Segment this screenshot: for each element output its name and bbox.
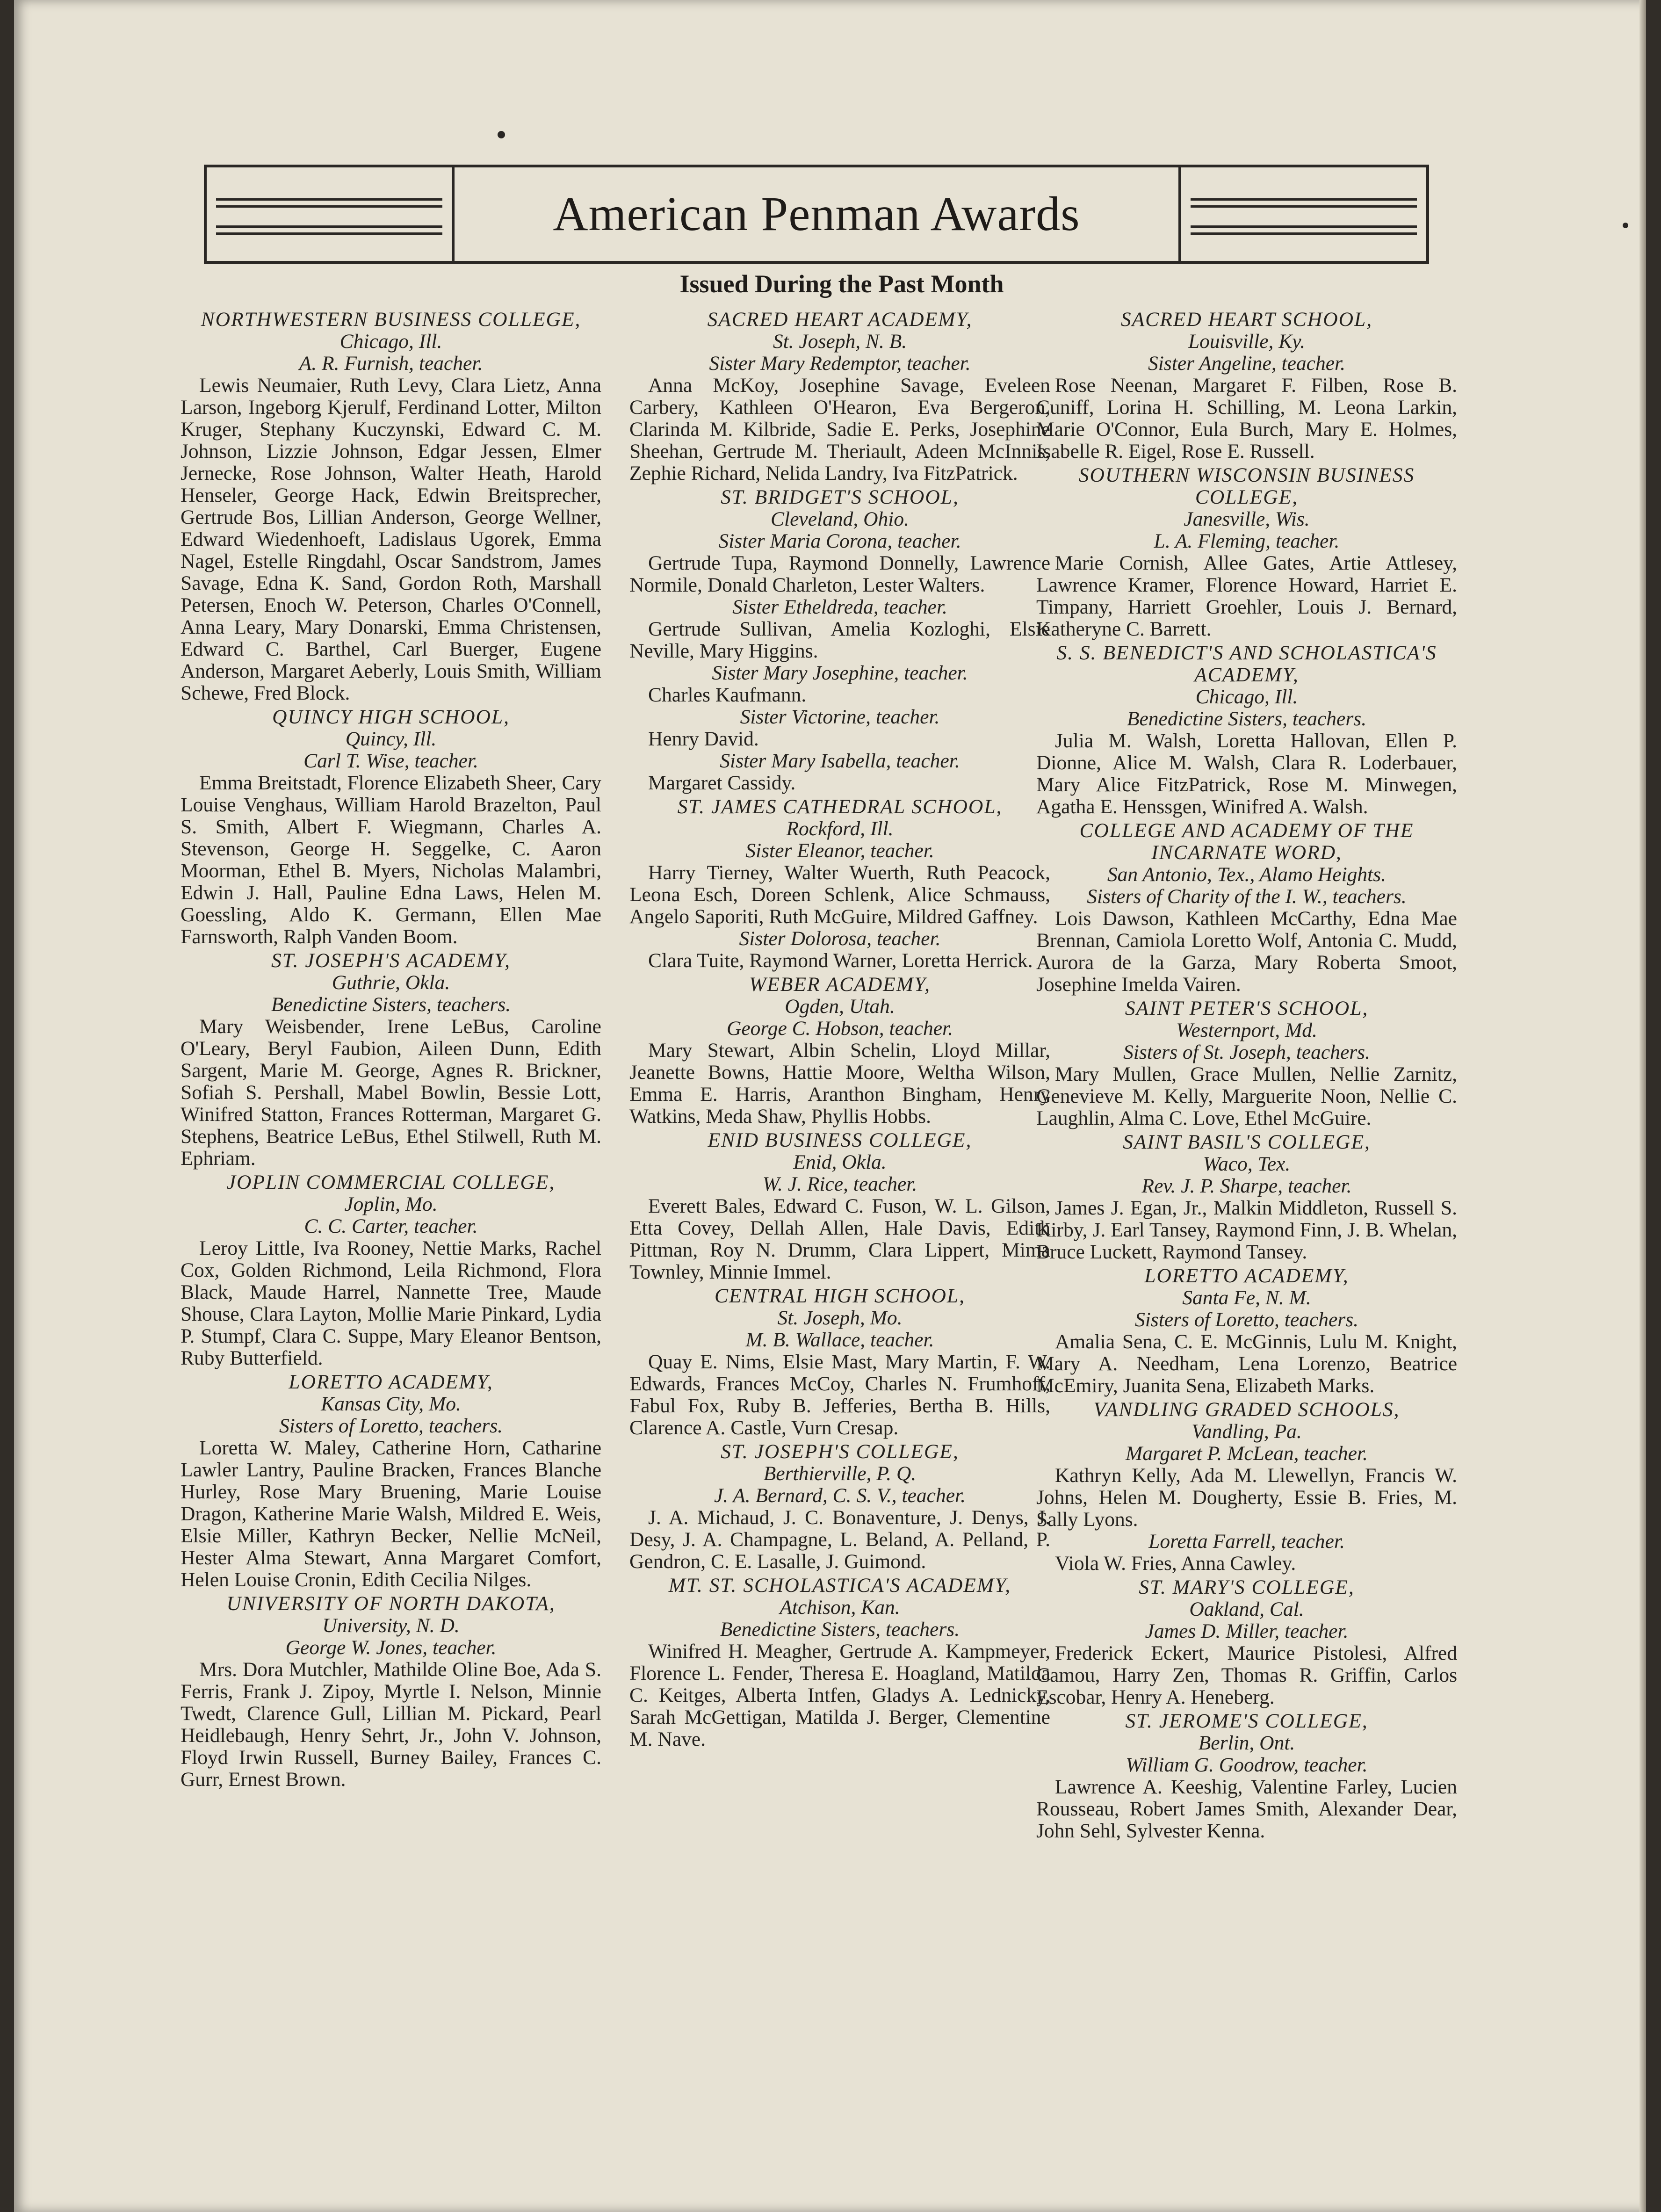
school-name: ST. BRIDGET'S SCHOOL, (721, 486, 959, 508)
school-name: SOUTHERN WISCONSIN BUSINESS COLLEGE, (1078, 464, 1415, 508)
teacher-line: Sisters of St. Joseph, teachers. (1123, 1041, 1370, 1063)
teacher-line: L. A. Fleming, teacher. (1154, 530, 1340, 552)
student-names: Quay E. Nims, Elsie Mast, Mary Martin, F. W. Edwards, Frances McCoy, Charles N. Frumhoff, Fabul Fox, Ruby B. Jefferies, Bertha B. Hills, Clarence A. Castle, Vurn Cresap. (629, 1351, 1050, 1439)
school-name: WEBER ACADEMY, (749, 973, 931, 996)
student-names: Leroy Little, Iva Rooney, Nettie Marks, Rachel Cox, Golden Richmond, Leila Richmond, Flora Black, Maude Harrel, Nannette Tree, Maude Shouse, Clara Layton, Mollie Marie Pinkard, Lydia P. Stumpf, Clara C. Suppe, Mary Eleanor Bentson, Ruby Butterfield. (181, 1237, 601, 1369)
column-1 (181, 309, 601, 1793)
teacher-line: J. A. Bernard, C. S. V., teacher. (714, 1484, 966, 1507)
banner-ornament-left (207, 167, 455, 261)
school-name: ST. JAMES CATHEDRAL SCHOOL, (677, 795, 1003, 818)
student-names: Anna McKoy, Josephine Savage, Eveleen Carbery, Kathleen O'Hearon, Eva Bergeron, Clarinda M. Kilbride, Sadie E. Perks, Josephine Sheehan, Gertrude M. Theriault, Adeen McInnis, Zephie Richard, Nelida Landry, Iva FitzPatrick. (629, 374, 1050, 484)
school-location: Janesville, Wis. (1184, 508, 1310, 530)
student-names: Emma Breitstadt, Florence Elizabeth Sheer, Cary Louise Venghaus, William Harold Brazelton, Paul S. Smith, Albert F. Wiegmann, Charles A. Stevenson, George H. Seggelke, C. Aaron Moorman, Ethel B. Myers, Nicholas Malambri, Edwin J. Hall, Pauline Edna Laws, Helen M. Goessling, Aldo K. Germann, Ellen Mae Farnsworth, Ralph Vanden Boom. (181, 772, 601, 948)
school-entry (181, 1171, 601, 1369)
school-location: Santa Fe, N. M. (1182, 1287, 1311, 1309)
teacher-line: M. B. Wallace, teacher. (745, 1329, 934, 1351)
school-location: Guthrie, Okla. (332, 971, 450, 994)
page-subtitle: Issued During the Past Month (679, 270, 1004, 298)
page (14, 0, 1646, 2212)
school-name: SACRED HEART ACADEMY, (707, 308, 973, 331)
school-location: Kansas City, Mo. (321, 1393, 461, 1415)
teacher-line: Benedictine Sisters, teachers. (1127, 708, 1367, 730)
student-names: Mary Weisbender, Irene LeBus, Caroline O'Leary, Beryl Faubion, Aileen Dunn, Edith Sargent, Marie M. George, Agnes R. Brickner, Sofiah S. Pershall, Mabel Bowlin, Bessie Lott, Winifred Statton, Frances Rotterman, Margaret G. Stephens, Beatrice LeBus, Ethel Stilwell, Ruth M. Ephriam. (181, 1015, 601, 1170)
student-names: Mary Stewart, Albin Schelin, Lloyd Millar, Jeanette Bowns, Hattie Moore, Weltha Wilson, Emma E. Harris, Aranthon Bingham, Henry Watkins, Meda Shaw, Phyllis Hobbs. (629, 1039, 1050, 1128)
school-entry (181, 950, 601, 1170)
school-location: Berlin, Ont. (1198, 1732, 1295, 1754)
school-entry (1036, 1576, 1457, 1708)
ink-speck (1623, 223, 1628, 228)
student-names: Henry David. (648, 728, 759, 750)
school-location: St. Joseph, Mo. (777, 1307, 903, 1329)
school-location: Ogden, Utah. (785, 995, 895, 1018)
school-entry (181, 1371, 601, 1591)
school-name: S. S. BENEDICT'S AND SCHOLASTICA'S ACADEMY, (1056, 642, 1437, 686)
student-names: Lewis Neumaier, Ruth Levy, Clara Lietz, Anna Larson, Ingeborg Kjerulf, Ferdinand Lotter, Milton Kruger, Stephany Kuczynski, Edward C. M. Johnson, Lizzie Johnson, Edgar Jessen, Elmer Jernecke, Rose Johnson, Walter Heath, Harold Henseler, George Hack, Edwin Breitsprecher, Gertrude Bos, Lillian Anderson, George Wellner, Edward Wiedenhoeft, Ladislaus Ugorek, Emma Nagel, Estelle Ringdahl, Oscar Sandstrom, James Savage, Edna K. Sand, Gordon Roth, Marshall Petersen, Enoch W. Peterson, Charles O'Connell, Anna Leary, Mary Donarski, Emma Christensen, Edward C. Barthel, Carl Buerger, Eugene Anderson, Margaret Aeberly, Louis Smith, William Schewe, Fred Block. (181, 374, 601, 704)
school-entry (1036, 1131, 1457, 1263)
page-edge (1639, 0, 1646, 2212)
school-name: UNIVERSITY OF NORTH DAKOTA, (226, 1592, 556, 1615)
school-name: ST. MARY'S COLLEGE, (1139, 1576, 1355, 1598)
school-location: St. Joseph, N. B. (773, 330, 907, 353)
teacher-line: Sister Eleanor, teacher. (745, 839, 934, 862)
school-location: Enid, Okla. (793, 1151, 887, 1173)
school-location: Waco, Tex. (1203, 1153, 1291, 1175)
ink-speck (498, 131, 505, 138)
school-location: Quincy, Ill. (345, 728, 437, 750)
school-name: COLLEGE AND ACADEMY OF THE INCARNATE WORD, (1079, 819, 1414, 864)
school-entry (629, 974, 1050, 1128)
teacher-line: Carl T. Wise, teacher. (303, 750, 478, 772)
student-names: Charles Kaufmann. (648, 684, 807, 706)
title-banner (204, 165, 1429, 264)
student-names: Winifred H. Meagher, Gertrude A. Kampmeyer, Florence L. Fender, Theresa E. Hoagland, Matilda C. Keitges, Alberta Intfen, Gladys A. Lednicky, Sarah McGettigan, Matilda J. Berger, Clementine M. Nave. (629, 1640, 1050, 1750)
teacher-line: Rev. J. P. Sharpe, teacher. (1141, 1175, 1352, 1197)
student-names: Mrs. Dora Mutchler, Mathilde Oline Boe, Ada S. Ferris, Frank J. Zipoy, Myrtle I. Nelson, Minnie Twedt, Clarence Gull, Lillian M. Pickard, Pearl Heidlebaugh, Henry Sehrt, Jr., John V. Johnson, Floyd Irwin Russell, Burney Bailey, Frances C. Gurr, Ernest Brown. (181, 1658, 601, 1791)
school-name: LORETTO ACADEMY, (1144, 1265, 1349, 1287)
school-name: ST. JEROME'S COLLEGE, (1125, 1710, 1368, 1732)
student-names: Harry Tierney, Walter Wuerth, Ruth Peacock, Leona Esch, Doreen Schlenk, Alice Schmauss, Angelo Saporiti, Ruth McGuire, Mildred Gaffney. (629, 861, 1050, 928)
teacher-line: Sister Mary Josephine, teacher. (712, 662, 968, 684)
teacher-line: George C. Hobson, teacher. (726, 1017, 953, 1040)
school-entry (1036, 1710, 1457, 1842)
school-name: SAINT PETER'S SCHOOL, (1125, 997, 1369, 1019)
teacher-line: James D. Miller, teacher. (1145, 1620, 1349, 1642)
student-names: Kathryn Kelly, Ada M. Llewellyn, Francis W. Johns, Helen M. Dougherty, Essie B. Fries, M. Sally Lyons. (1036, 1464, 1457, 1531)
school-entry (1036, 464, 1457, 640)
student-names: Clara Tuite, Raymond Warner, Loretta Herrick. (648, 949, 1033, 972)
school-name: JOPLIN COMMERCIAL COLLEGE, (226, 1171, 556, 1193)
school-location: Rockford, Ill. (786, 817, 894, 840)
teacher-line: Sister Angeline, teacher. (1148, 352, 1346, 375)
school-location: San Antonio, Tex., Alamo Heights. (1107, 863, 1387, 886)
student-names: Marie Cornish, Allee Gates, Artie Attlesey, Lawrence Kramer, Florence Howard, Harriet E. Timpany, Harriett Groehler, Louis J. Bernard, Katheryne C. Barrett. (1036, 552, 1457, 640)
school-location: University, N. D. (322, 1614, 460, 1637)
school-name: NORTHWESTERN BUSINESS COLLEGE, (201, 308, 581, 331)
school-name: SAINT BASIL'S COLLEGE, (1123, 1131, 1371, 1153)
student-names: Gertrude Tupa, Raymond Donnelly, Lawrence Normile, Donald Charleton, Lester Walters. (629, 552, 1050, 596)
student-names: Viola W. Fries, Anna Cawley. (1055, 1552, 1296, 1575)
banner-ornament-right (1178, 167, 1426, 261)
student-names: Rose Neenan, Margaret F. Filben, Rose B. Cuniff, Lorina H. Schilling, M. Leona Larkin, Marie O'Connor, Eula Burch, Mary E. Holmes, Isabelle R. Eigel, Rose E. Russell. (1036, 374, 1457, 463)
school-entry (629, 1129, 1050, 1283)
student-names: Lois Dawson, Kathleen McCarthy, Edna Mae Brennan, Camiola Loretto Wolf, Antonia C. Mudd, Aurora de la Garza, Mary Roberta Smoot, Josephine Imelda Vairen. (1036, 907, 1457, 996)
teacher-line: Loretta Farrell, teacher. (1148, 1530, 1345, 1553)
student-names: Julia M. Walsh, Loretta Hallovan, Ellen P. Dionne, Alice M. Walsh, Clara R. Loderbauer, Mary Alice FitzPatrick, Rose M. Minwegen, Agatha E. Henssgen, Winifred A. Walsh. (1036, 730, 1457, 818)
school-name: MT. ST. SCHOLASTICA'S ACADEMY, (668, 1574, 1011, 1597)
school-name: VANDLING GRADED SCHOOLS, (1093, 1398, 1400, 1421)
school-name: ENID BUSINESS COLLEGE, (708, 1129, 972, 1151)
teacher-line: Margaret P. McLean, teacher. (1126, 1442, 1368, 1465)
school-name: ST. JOSEPH'S ACADEMY, (271, 949, 511, 972)
school-entry (629, 309, 1050, 484)
school-location: Westernport, Md. (1176, 1019, 1317, 1041)
teacher-line: Sister Etheldreda, teacher. (732, 596, 947, 618)
teacher-line: A. R. Furnish, teacher. (299, 352, 483, 375)
student-names: J. A. Michaud, J. C. Bonaventure, J. Denys, J. Desy, J. A. Champagne, L. Beland, A. Pelland, P. Gendron, C. E. Lasalle, J. Guimond. (629, 1506, 1050, 1573)
school-entry (1036, 998, 1457, 1129)
teacher-line: Sister Mary Redemptor, teacher. (709, 352, 971, 375)
teacher-line: Sister Dolorosa, teacher. (739, 927, 941, 950)
school-entry (1036, 1265, 1457, 1397)
teacher-line: Sister Mary Isabella, teacher. (720, 750, 960, 772)
teacher-line: William G. Goodrow, teacher. (1126, 1754, 1368, 1776)
school-location: Oakland, Cal. (1189, 1598, 1304, 1620)
school-location: Berthierville, P. Q. (763, 1462, 917, 1485)
school-entry (629, 796, 1050, 972)
teacher-line: George W. Jones, teacher. (285, 1636, 497, 1659)
teacher-line: Benedictine Sisters, teachers. (720, 1618, 960, 1641)
school-entry (1036, 309, 1457, 463)
teacher-line: Benedictine Sisters, teachers. (271, 993, 511, 1016)
teacher-line: Sister Maria Corona, teacher. (718, 530, 961, 552)
teacher-line: C. C. Carter, teacher. (304, 1215, 478, 1237)
school-location: Cleveland, Ohio. (771, 508, 909, 530)
school-location: Chicago, Ill. (339, 330, 442, 353)
student-names: Gertrude Sullivan, Amelia Kozloghi, Elsie Neville, Mary Higgins. (629, 618, 1050, 662)
school-location: Louisville, Ky. (1188, 330, 1306, 353)
school-entry (181, 309, 601, 704)
column-2 (629, 309, 1050, 1752)
school-entry (629, 1575, 1050, 1750)
student-names: Mary Mullen, Grace Mullen, Nellie Zarnitz, Genevieve M. Kelly, Marguerite Noon, Nellie C. Laughlin, Alma C. Love, Ethel McGuire. (1036, 1063, 1457, 1129)
school-entry (1036, 820, 1457, 996)
student-names: Loretta W. Maley, Catherine Horn, Catharine Lawler Lantry, Pauline Bracken, Frances Blanche Hurley, Rose Mary Bruening, Marie Louise Dragon, Katherine Marie Walsh, Mildred E. Weis, Elsie Miller, Kathryn Becker, Nellie McNeil, Hester Alma Stewart, Anna Margaret Comfort, Helen Louise Cronin, Edith Cecilia Nilges. (181, 1437, 601, 1591)
teacher-line: Sister Victorine, teacher. (740, 706, 940, 728)
school-entry (1036, 1399, 1457, 1575)
school-entry (181, 1593, 601, 1791)
student-names: Margaret Cassidy. (648, 772, 796, 794)
page-title: American Penman Awards (553, 187, 1080, 241)
teacher-line: Sisters of Loretto, teachers. (279, 1415, 503, 1437)
school-name: LORETTO ACADEMY, (289, 1371, 493, 1393)
school-location: Atchison, Kan. (780, 1596, 900, 1619)
teacher-line: Sisters of Charity of the I. W., teachers. (1087, 885, 1407, 908)
student-names: Frederick Eckert, Maurice Pistolesi, Alfred Camou, Harry Zen, Thomas R. Griffin, Carlos Escobar, Henry A. Heneberg. (1036, 1642, 1457, 1708)
teacher-line: Sisters of Loretto, teachers. (1134, 1308, 1359, 1331)
school-location: Chicago, Ill. (1195, 686, 1298, 708)
student-names: Lawrence A. Keeshig, Valentine Farley, Lucien Rousseau, Robert James Smith, Alexander Dear, John Sehl, Sylvester Kenna. (1036, 1776, 1457, 1842)
school-entry (1036, 642, 1457, 818)
school-entry (629, 1441, 1050, 1573)
column-3 (1036, 309, 1457, 1844)
student-names: James J. Egan, Jr., Malkin Middleton, Russell S. Kirby, J. Earl Tansey, Raymond Finn, J. B. Whelan, Bruce Luckett, Raymond Tansey. (1036, 1197, 1457, 1263)
teacher-line: W. J. Rice, teacher. (762, 1173, 917, 1195)
student-names: Amalia Sena, C. E. McGinnis, Lulu M. Knight, Mary A. Needham, Lena Lorenzo, Beatrice McEmiry, Juanita Sena, Elizabeth Marks. (1036, 1330, 1457, 1397)
school-entry (629, 486, 1050, 794)
school-location: Joplin, Mo. (344, 1193, 438, 1215)
school-name: ST. JOSEPH'S COLLEGE, (721, 1440, 959, 1463)
school-location: Vandling, Pa. (1192, 1420, 1302, 1443)
school-name: CENTRAL HIGH SCHOOL, (715, 1285, 965, 1307)
school-entry (629, 1285, 1050, 1439)
school-entry (181, 706, 601, 948)
school-name: QUINCY HIGH SCHOOL, (272, 706, 510, 728)
school-name: SACRED HEART SCHOOL, (1120, 308, 1373, 331)
student-names: Everett Bales, Edward C. Fuson, W. L. Gilson, Etta Covey, Dellah Allen, Hale Davis, Edith Pittman, Roy N. Drumm, Clara Lippert, Mima Townley, Minnie Immel. (629, 1195, 1050, 1283)
